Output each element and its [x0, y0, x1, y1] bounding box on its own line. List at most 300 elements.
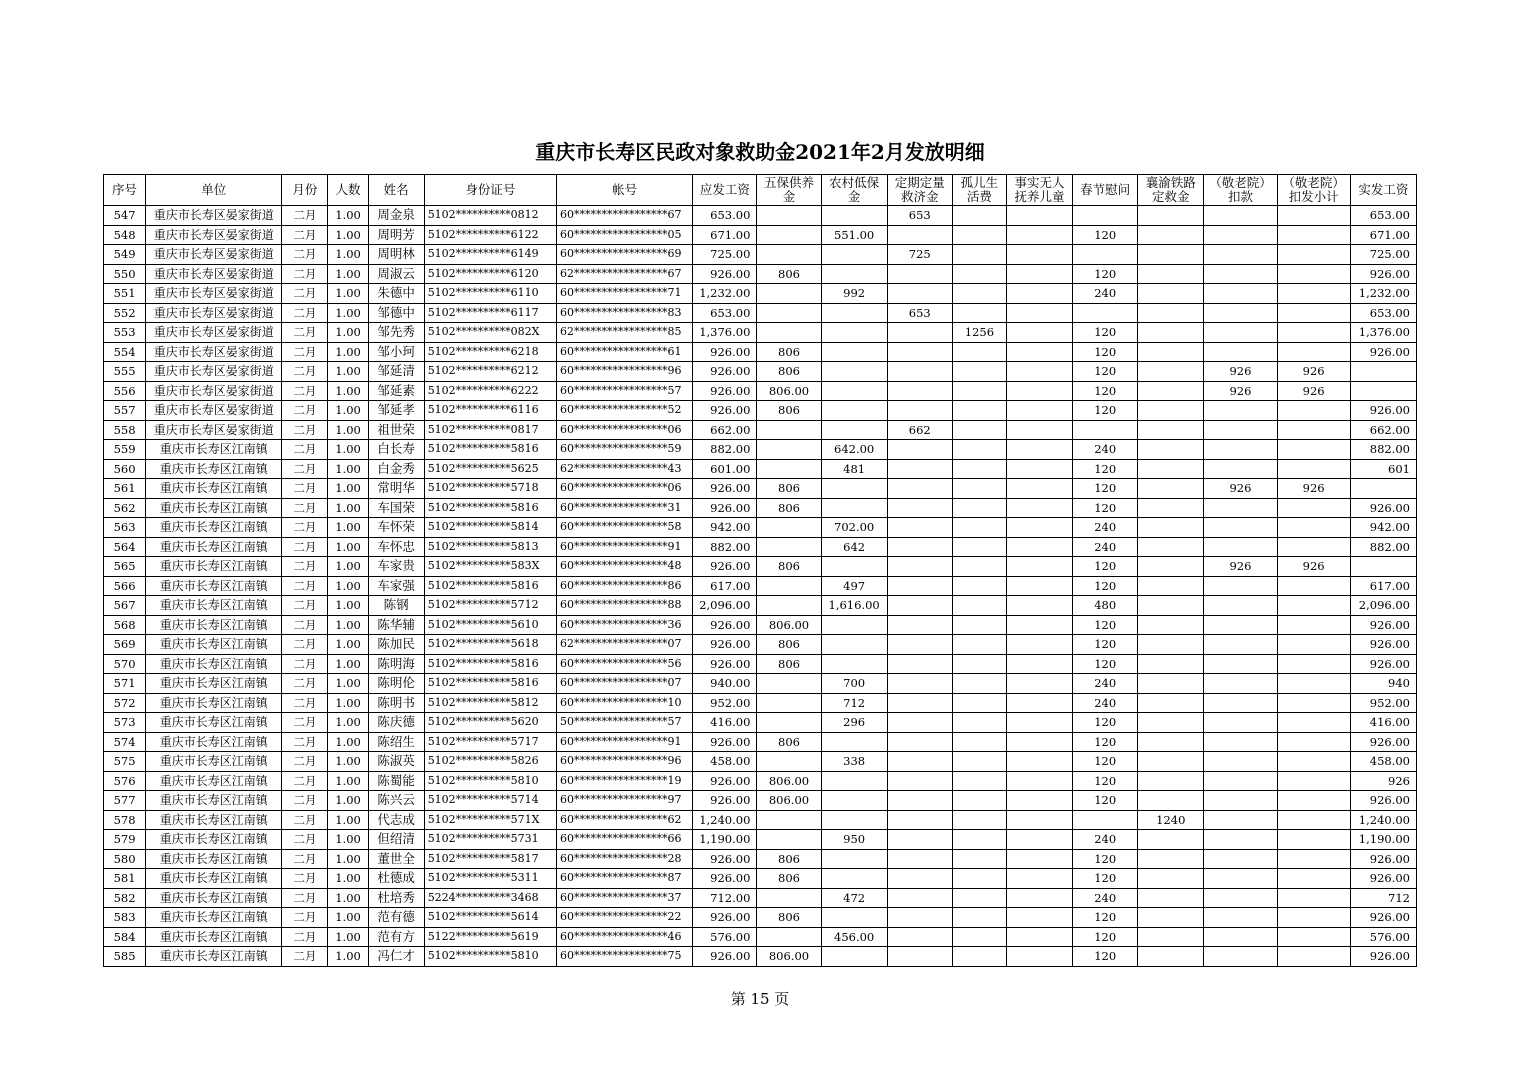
col-dibao-cell: 700: [821, 674, 887, 694]
col-seq-cell: 561: [104, 479, 146, 499]
col-id-number-cell: 5122**********5619: [424, 927, 556, 947]
col-orphan-cell: [952, 440, 1006, 460]
col-railway-cell: [1138, 771, 1204, 791]
col-unit-cell: 重庆市长寿区江南镇: [146, 615, 282, 635]
col-seq-cell: 558: [104, 420, 146, 440]
col-payable-cell: 942.00: [693, 518, 757, 538]
col-actual-pay-cell: 882.00: [1350, 440, 1416, 460]
table-row: [104, 206, 1417, 226]
col-name-cell: 邹延素: [368, 381, 424, 401]
table-row: [104, 596, 1417, 616]
table-row: [104, 323, 1417, 343]
col-month-cell: 二月: [282, 498, 328, 518]
table-row: [104, 888, 1417, 908]
header-col-actual-pay: 实发工资: [1350, 175, 1416, 206]
col-count-cell: 1.00: [328, 693, 368, 713]
col-orphan-cell: [952, 518, 1006, 538]
col-payable-cell: 576.00: [693, 927, 757, 947]
col-actual-pay-cell: [1350, 479, 1416, 499]
col-id-number-cell: 5102**********5718: [424, 479, 556, 499]
col-count-cell: 1.00: [328, 284, 368, 304]
col-spring-festival-cell: 120: [1073, 225, 1138, 245]
col-orphan-cell: [952, 947, 1006, 967]
col-account-cell: 60*****************22: [556, 908, 692, 928]
col-dibao-cell: [821, 849, 887, 869]
col-dingqi-cell: [887, 635, 952, 655]
col-dingqi-cell: [887, 323, 952, 343]
col-id-number-cell: 5102**********5810: [424, 771, 556, 791]
col-wubao-cell: [757, 752, 821, 772]
col-dingqi-cell: [887, 674, 952, 694]
col-spring-festival-cell: 120: [1073, 557, 1138, 577]
col-payable-cell: 1,232.00: [693, 284, 757, 304]
col-unit-cell: 重庆市长寿区江南镇: [146, 713, 282, 733]
col-account-cell: 60*****************48: [556, 557, 692, 577]
col-orphan-cell: [952, 362, 1006, 382]
col-seq-cell: 581: [104, 869, 146, 889]
col-unsupported-child-cell: [1006, 537, 1072, 557]
col-account-cell: 60*****************96: [556, 752, 692, 772]
col-unit-cell: 重庆市长寿区晏家街道: [146, 264, 282, 284]
col-unit-cell: 重庆市长寿区江南镇: [146, 674, 282, 694]
col-unsupported-child-cell: [1006, 245, 1072, 265]
col-orphan-cell: [952, 674, 1006, 694]
col-account-cell: 60*****************28: [556, 849, 692, 869]
col-seq-cell: 572: [104, 693, 146, 713]
col-wubao-cell: [757, 459, 821, 479]
col-payable-cell: 662.00: [693, 420, 757, 440]
col-orphan-cell: [952, 927, 1006, 947]
col-railway-cell: [1138, 440, 1204, 460]
col-wubao-cell: [757, 284, 821, 304]
table-row: [104, 342, 1417, 362]
col-dibao-cell: 497: [821, 576, 887, 596]
table-row: [104, 869, 1417, 889]
col-account-cell: 60*****************05: [556, 225, 692, 245]
table-row: [104, 615, 1417, 635]
col-wubao-cell: 806: [757, 869, 821, 889]
col-deduction-cell: [1204, 693, 1277, 713]
col-id-number-cell: 5102**********5311: [424, 869, 556, 889]
col-spring-festival-cell: 120: [1073, 479, 1138, 499]
table-row: [104, 557, 1417, 577]
col-dingqi-cell: [887, 576, 952, 596]
col-name-cell: 陈淑英: [368, 752, 424, 772]
col-deduction-subtotal-cell: [1277, 401, 1350, 421]
col-actual-pay-cell: 458.00: [1350, 752, 1416, 772]
col-payable-cell: 926.00: [693, 498, 757, 518]
col-account-cell: 60*****************83: [556, 303, 692, 323]
col-unit-cell: 重庆市长寿区晏家街道: [146, 206, 282, 226]
col-railway-cell: [1138, 479, 1204, 499]
col-seq-cell: 556: [104, 381, 146, 401]
col-name-cell: 车家强: [368, 576, 424, 596]
col-dingqi-cell: [887, 537, 952, 557]
col-dibao-cell: [821, 401, 887, 421]
col-month-cell: 二月: [282, 381, 328, 401]
col-count-cell: 1.00: [328, 713, 368, 733]
col-orphan-cell: [952, 888, 1006, 908]
col-month-cell: 二月: [282, 264, 328, 284]
col-name-cell: 邹先秀: [368, 323, 424, 343]
col-unit-cell: 重庆市长寿区晏家街道: [146, 420, 282, 440]
col-id-number-cell: 5102**********082X: [424, 323, 556, 343]
col-spring-festival-cell: [1073, 303, 1138, 323]
col-actual-pay-cell: 926.00: [1350, 635, 1416, 655]
col-spring-festival-cell: 120: [1073, 713, 1138, 733]
col-month-cell: 二月: [282, 596, 328, 616]
table-row: [104, 284, 1417, 304]
col-railway-cell: [1138, 654, 1204, 674]
col-count-cell: 1.00: [328, 674, 368, 694]
col-id-number-cell: 5102**********6120: [424, 264, 556, 284]
col-unit-cell: 重庆市长寿区江南镇: [146, 947, 282, 967]
col-unit-cell: 重庆市长寿区晏家街道: [146, 342, 282, 362]
col-unsupported-child-cell: [1006, 401, 1072, 421]
col-seq-cell: 578: [104, 810, 146, 830]
col-deduction-subtotal-cell: [1277, 323, 1350, 343]
col-dibao-cell: [821, 869, 887, 889]
col-railway-cell: [1138, 615, 1204, 635]
col-count-cell: 1.00: [328, 225, 368, 245]
col-seq-cell: 551: [104, 284, 146, 304]
col-dibao-cell: [821, 420, 887, 440]
col-wubao-cell: [757, 888, 821, 908]
col-deduction-subtotal-cell: [1277, 849, 1350, 869]
col-month-cell: 二月: [282, 771, 328, 791]
col-seq-cell: 553: [104, 323, 146, 343]
col-name-cell: 陈钢: [368, 596, 424, 616]
col-unit-cell: 重庆市长寿区江南镇: [146, 830, 282, 850]
col-railway-cell: [1138, 752, 1204, 772]
col-dingqi-cell: [887, 342, 952, 362]
col-seq-cell: 554: [104, 342, 146, 362]
col-deduction-cell: [1204, 927, 1277, 947]
col-month-cell: 二月: [282, 713, 328, 733]
col-deduction-subtotal-cell: [1277, 927, 1350, 947]
col-orphan-cell: [952, 303, 1006, 323]
col-seq-cell: 562: [104, 498, 146, 518]
col-spring-festival-cell: 240: [1073, 537, 1138, 557]
table-row: [104, 908, 1417, 928]
col-actual-pay-cell: 926.00: [1350, 401, 1416, 421]
col-payable-cell: 617.00: [693, 576, 757, 596]
table-row: [104, 674, 1417, 694]
col-railway-cell: [1138, 830, 1204, 850]
col-id-number-cell: 5102**********5816: [424, 674, 556, 694]
col-id-number-cell: 5102**********5814: [424, 518, 556, 538]
table-row: [104, 518, 1417, 538]
col-payable-cell: 926.00: [693, 771, 757, 791]
col-dingqi-cell: [887, 888, 952, 908]
col-deduction-cell: [1204, 810, 1277, 830]
table-row: [104, 245, 1417, 265]
col-name-cell: 代志成: [368, 810, 424, 830]
col-deduction-cell: [1204, 830, 1277, 850]
col-id-number-cell: 5102**********5813: [424, 537, 556, 557]
col-name-cell: 陈华辅: [368, 615, 424, 635]
col-dingqi-cell: [887, 654, 952, 674]
col-deduction-subtotal-cell: [1277, 654, 1350, 674]
col-name-cell: 杜德成: [368, 869, 424, 889]
col-deduction-cell: [1204, 303, 1277, 323]
col-orphan-cell: [952, 596, 1006, 616]
col-account-cell: 60*****************58: [556, 518, 692, 538]
col-wubao-cell: 806: [757, 342, 821, 362]
col-spring-festival-cell: 120: [1073, 459, 1138, 479]
col-payable-cell: 601.00: [693, 459, 757, 479]
col-count-cell: 1.00: [328, 830, 368, 850]
col-dingqi-cell: 653: [887, 206, 952, 226]
col-actual-pay-cell: 576.00: [1350, 927, 1416, 947]
col-orphan-cell: [952, 557, 1006, 577]
col-count-cell: 1.00: [328, 264, 368, 284]
col-payable-cell: 1,240.00: [693, 810, 757, 830]
col-deduction-cell: 926: [1204, 381, 1277, 401]
col-month-cell: 二月: [282, 284, 328, 304]
col-dingqi-cell: [887, 459, 952, 479]
col-seq-cell: 580: [104, 849, 146, 869]
col-railway-cell: [1138, 713, 1204, 733]
table-row: [104, 732, 1417, 752]
col-dingqi-cell: [887, 713, 952, 733]
col-orphan-cell: [952, 830, 1006, 850]
col-account-cell: 60*****************67: [556, 206, 692, 226]
col-wubao-cell: 806: [757, 264, 821, 284]
col-railway-cell: [1138, 596, 1204, 616]
col-month-cell: 二月: [282, 615, 328, 635]
table-row: [104, 830, 1417, 850]
col-deduction-cell: [1204, 674, 1277, 694]
table-row: [104, 635, 1417, 655]
col-unsupported-child-cell: [1006, 303, 1072, 323]
col-dingqi-cell: [887, 849, 952, 869]
col-id-number-cell: 5102**********6110: [424, 284, 556, 304]
col-wubao-cell: [757, 693, 821, 713]
col-actual-pay-cell: 1,240.00: [1350, 810, 1416, 830]
col-seq-cell: 552: [104, 303, 146, 323]
col-actual-pay-cell: 601: [1350, 459, 1416, 479]
col-unsupported-child-cell: [1006, 927, 1072, 947]
col-month-cell: 二月: [282, 654, 328, 674]
col-deduction-cell: [1204, 245, 1277, 265]
header-col-unit: 单位: [146, 175, 282, 206]
col-id-number-cell: 5102**********571X: [424, 810, 556, 830]
col-unsupported-child-cell: [1006, 518, 1072, 538]
col-orphan-cell: [952, 654, 1006, 674]
col-orphan-cell: [952, 849, 1006, 869]
col-unit-cell: 重庆市长寿区江南镇: [146, 849, 282, 869]
table-header-row: [104, 175, 1417, 206]
col-wubao-cell: 806: [757, 557, 821, 577]
col-payable-cell: 926.00: [693, 849, 757, 869]
col-deduction-subtotal-cell: [1277, 284, 1350, 304]
col-deduction-cell: [1204, 459, 1277, 479]
col-month-cell: 二月: [282, 791, 328, 811]
col-unit-cell: 重庆市长寿区江南镇: [146, 888, 282, 908]
col-month-cell: 二月: [282, 225, 328, 245]
col-payable-cell: 926.00: [693, 732, 757, 752]
col-name-cell: 车怀荣: [368, 518, 424, 538]
col-name-cell: 陈加民: [368, 635, 424, 655]
col-month-cell: 二月: [282, 479, 328, 499]
header-col-wubao: 五保供养金: [757, 175, 821, 206]
col-dibao-cell: 712: [821, 693, 887, 713]
col-seq-cell: 566: [104, 576, 146, 596]
col-account-cell: 60*****************91: [556, 537, 692, 557]
col-actual-pay-cell: 926.00: [1350, 654, 1416, 674]
col-wubao-cell: 806.00: [757, 615, 821, 635]
col-unit-cell: 重庆市长寿区江南镇: [146, 440, 282, 460]
col-unit-cell: 重庆市长寿区江南镇: [146, 752, 282, 772]
col-deduction-cell: [1204, 849, 1277, 869]
col-dingqi-cell: [887, 947, 952, 967]
col-dibao-cell: [821, 479, 887, 499]
col-account-cell: 60*****************06: [556, 479, 692, 499]
col-count-cell: 1.00: [328, 869, 368, 889]
col-actual-pay-cell: 662.00: [1350, 420, 1416, 440]
col-wubao-cell: 806: [757, 849, 821, 869]
col-deduction-cell: [1204, 635, 1277, 655]
col-payable-cell: 952.00: [693, 693, 757, 713]
col-deduction-subtotal-cell: [1277, 810, 1350, 830]
col-count-cell: 1.00: [328, 518, 368, 538]
col-seq-cell: 564: [104, 537, 146, 557]
col-unsupported-child-cell: [1006, 206, 1072, 226]
col-spring-festival-cell: [1073, 420, 1138, 440]
col-actual-pay-cell: 653.00: [1350, 303, 1416, 323]
table-row: [104, 440, 1417, 460]
col-deduction-subtotal-cell: 926: [1277, 557, 1350, 577]
col-deduction-subtotal-cell: [1277, 771, 1350, 791]
col-deduction-cell: [1204, 401, 1277, 421]
col-name-cell: 陈庆德: [368, 713, 424, 733]
col-unit-cell: 重庆市长寿区江南镇: [146, 537, 282, 557]
col-spring-festival-cell: 120: [1073, 362, 1138, 382]
col-id-number-cell: 5102**********583X: [424, 557, 556, 577]
col-seq-cell: 584: [104, 927, 146, 947]
col-railway-cell: [1138, 888, 1204, 908]
col-month-cell: 二月: [282, 732, 328, 752]
col-railway-cell: [1138, 362, 1204, 382]
col-deduction-cell: [1204, 420, 1277, 440]
col-payable-cell: 2,096.00: [693, 596, 757, 616]
col-dingqi-cell: [887, 869, 952, 889]
col-name-cell: 车国荣: [368, 498, 424, 518]
col-actual-pay-cell: 926.00: [1350, 869, 1416, 889]
col-count-cell: 1.00: [328, 908, 368, 928]
col-seq-cell: 583: [104, 908, 146, 928]
col-railway-cell: [1138, 206, 1204, 226]
col-account-cell: 60*****************87: [556, 869, 692, 889]
payment-detail-table: [103, 174, 1417, 967]
col-deduction-cell: [1204, 576, 1277, 596]
table-row: [104, 225, 1417, 245]
col-account-cell: 60*****************86: [556, 576, 692, 596]
col-wubao-cell: [757, 537, 821, 557]
col-payable-cell: 712.00: [693, 888, 757, 908]
col-seq-cell: 555: [104, 362, 146, 382]
col-spring-festival-cell: 120: [1073, 264, 1138, 284]
col-railway-cell: [1138, 908, 1204, 928]
header-col-id-number: 身份证号: [424, 175, 556, 206]
col-unit-cell: 重庆市长寿区晏家街道: [146, 323, 282, 343]
col-deduction-cell: 926: [1204, 479, 1277, 499]
col-count-cell: 1.00: [328, 401, 368, 421]
page-title: 重庆市长寿区民政对象救助金2021年2月发放明细: [535, 140, 985, 164]
col-railway-cell: 1240: [1138, 810, 1204, 830]
col-dibao-cell: [821, 498, 887, 518]
col-deduction-subtotal-cell: 926: [1277, 362, 1350, 382]
table-row: [104, 576, 1417, 596]
col-account-cell: 60*****************97: [556, 791, 692, 811]
col-deduction-subtotal-cell: [1277, 888, 1350, 908]
table-row: [104, 713, 1417, 733]
col-name-cell: 陈蜀能: [368, 771, 424, 791]
col-unit-cell: 重庆市长寿区江南镇: [146, 596, 282, 616]
col-id-number-cell: 5102**********6222: [424, 381, 556, 401]
col-dibao-cell: [821, 323, 887, 343]
col-railway-cell: [1138, 674, 1204, 694]
col-payable-cell: 926.00: [693, 479, 757, 499]
col-payable-cell: 671.00: [693, 225, 757, 245]
col-dingqi-cell: [887, 518, 952, 538]
col-name-cell: 陈明书: [368, 693, 424, 713]
col-unit-cell: 重庆市长寿区晏家街道: [146, 401, 282, 421]
col-wubao-cell: 806.00: [757, 947, 821, 967]
col-dingqi-cell: [887, 615, 952, 635]
col-actual-pay-cell: 653.00: [1350, 206, 1416, 226]
col-orphan-cell: [952, 206, 1006, 226]
header-col-name: 姓名: [368, 175, 424, 206]
table-row: [104, 654, 1417, 674]
col-dibao-cell: [821, 732, 887, 752]
col-month-cell: 二月: [282, 557, 328, 577]
col-count-cell: 1.00: [328, 947, 368, 967]
col-payable-cell: 926.00: [693, 654, 757, 674]
col-count-cell: 1.00: [328, 752, 368, 772]
col-payable-cell: 926.00: [693, 615, 757, 635]
col-deduction-subtotal-cell: [1277, 206, 1350, 226]
col-railway-cell: [1138, 518, 1204, 538]
col-dingqi-cell: [887, 908, 952, 928]
col-actual-pay-cell: [1350, 381, 1416, 401]
col-payable-cell: 926.00: [693, 264, 757, 284]
col-dingqi-cell: [887, 810, 952, 830]
col-deduction-subtotal-cell: [1277, 225, 1350, 245]
col-account-cell: 60*****************46: [556, 927, 692, 947]
col-wubao-cell: 806: [757, 401, 821, 421]
col-seq-cell: 547: [104, 206, 146, 226]
col-unsupported-child-cell: [1006, 947, 1072, 967]
col-account-cell: 60*****************88: [556, 596, 692, 616]
col-name-cell: 周明芳: [368, 225, 424, 245]
col-account-cell: 60*****************61: [556, 342, 692, 362]
col-id-number-cell: 5102**********5816: [424, 440, 556, 460]
col-spring-festival-cell: 120: [1073, 401, 1138, 421]
col-seq-cell: 577: [104, 791, 146, 811]
col-unsupported-child-cell: [1006, 635, 1072, 655]
header-col-payable: 应发工资: [693, 175, 757, 206]
header-col-railway: 襄渝铁路定救金: [1138, 175, 1204, 206]
col-railway-cell: [1138, 557, 1204, 577]
col-account-cell: 60*****************59: [556, 440, 692, 460]
col-dibao-cell: 702.00: [821, 518, 887, 538]
col-wubao-cell: 806: [757, 362, 821, 382]
col-unsupported-child-cell: [1006, 557, 1072, 577]
col-seq-cell: 567: [104, 596, 146, 616]
col-count-cell: 1.00: [328, 654, 368, 674]
